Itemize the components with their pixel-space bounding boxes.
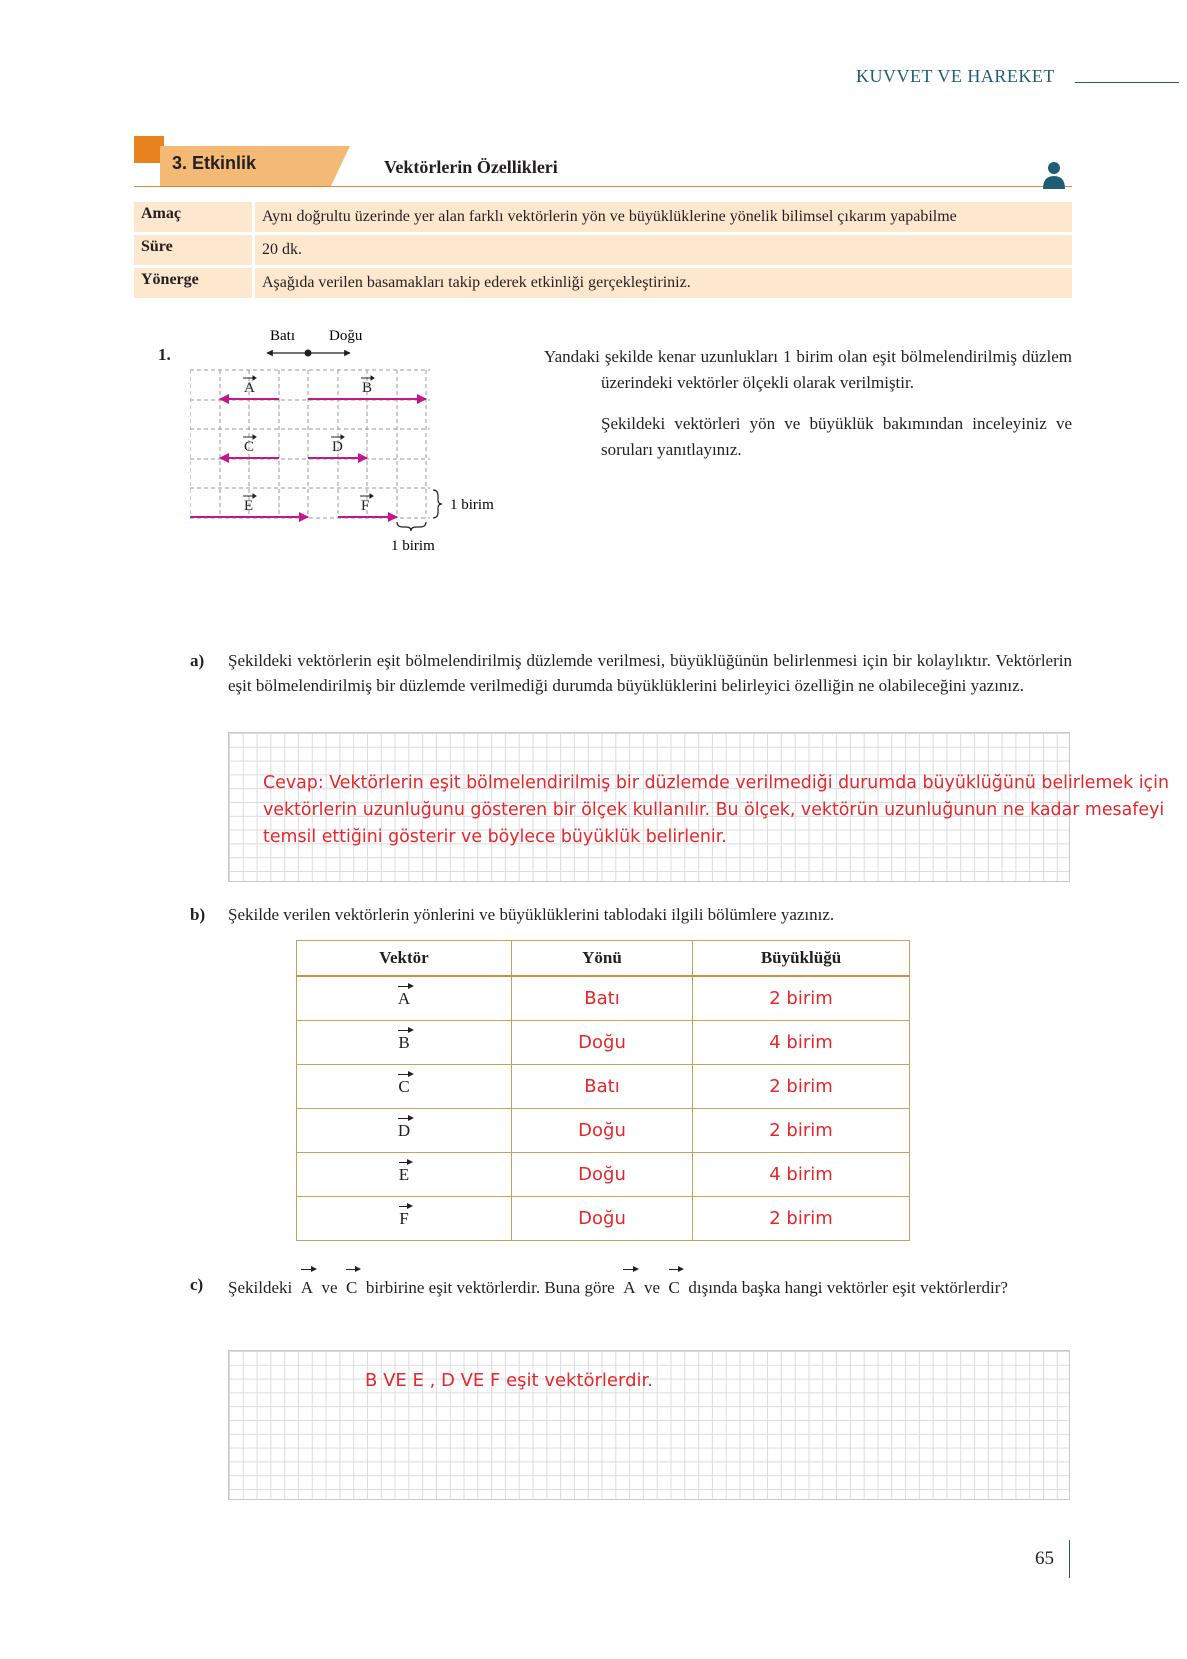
- direction-cell[interactable]: Doğu: [512, 1197, 693, 1241]
- question-intro: [544, 344, 1072, 478]
- part-c: [190, 1272, 1072, 1304]
- unit-brace-vertical: [433, 490, 442, 518]
- part-c-text-segment: Şekildeki: [228, 1278, 293, 1297]
- vector-b-label: B: [362, 380, 373, 396]
- vector-symbol: A: [623, 1272, 635, 1304]
- magnitude-cell[interactable]: 2 birim: [693, 1065, 910, 1109]
- table-row: [297, 1021, 910, 1065]
- part-b-text: Şekilde verilen vektörlerin yönlerini ve büyüklüklerini tablodaki ilgili bölümlere yazınız.: [228, 905, 835, 924]
- table-row: [297, 1153, 910, 1197]
- direction-cell[interactable]: Doğu: [512, 1153, 693, 1197]
- info-value: Aynı doğrultu üzerinde yer alan farklı vektörlerin yön ve büyüklüklerine yönelik bilimsel çıkarım yapabilme: [255, 202, 1072, 232]
- table-row: [297, 1065, 910, 1109]
- vector-a-label: A: [244, 380, 255, 396]
- activity-accent-square: [134, 136, 164, 163]
- table-row: [297, 1197, 910, 1241]
- magnitude-cell[interactable]: 4 birim: [693, 1021, 910, 1065]
- vector-symbol: C: [398, 1076, 410, 1096]
- info-value: Aşağıda verilen basamakları takip ederek etkinliği gerçekleştiriniz.: [255, 268, 1072, 298]
- question-number: 1.: [158, 345, 171, 364]
- direction-cell[interactable]: Batı: [512, 1065, 693, 1109]
- west-label: Batı: [270, 330, 295, 344]
- vector-symbol: A: [301, 1272, 313, 1304]
- unit-label-bottom: 1 birim: [391, 538, 435, 554]
- individual-activity-icon: [1042, 161, 1066, 189]
- table-row: [297, 1109, 910, 1153]
- part-a-label: a): [190, 651, 205, 670]
- vector-symbol: D: [397, 1120, 411, 1140]
- header-vector: Vektör: [297, 941, 512, 977]
- direction-cell[interactable]: Batı: [512, 976, 693, 1021]
- page-number: 65: [1035, 1548, 1054, 1569]
- header-magnitude: Büyüklüğü: [693, 941, 910, 977]
- part-c-text-segment: birbirine eşit vektörlerdir. Buna göre: [365, 1278, 615, 1297]
- part-c-label: c): [190, 1275, 204, 1294]
- info-value: 20 dk.: [255, 235, 1072, 265]
- chapter-title: KUVVET VE HAREKET: [856, 66, 1055, 86]
- part-b: [190, 902, 1072, 927]
- magnitude-cell[interactable]: 2 birim: [693, 976, 910, 1021]
- table-header-row: [297, 941, 910, 977]
- vector-symbol: A: [397, 988, 411, 1008]
- direction-cell[interactable]: Doğu: [512, 1109, 693, 1153]
- vector-f-label: F: [361, 498, 370, 514]
- intro-paragraph: Yandaki şekilde kenar uzunlukları 1 birim olan eşit bölmelendirilmiş düzlem üzerindeki vektörler ölçekli olarak verilmiştir.: [544, 347, 1072, 392]
- activity-title: Vektörlerin Özellikleri: [384, 157, 558, 177]
- info-row-aim: [134, 202, 1072, 232]
- answer-a-text: Cevap: Vektörlerin eşit bölmelendirilmiş bir düzlemde verilmediği durumda büyüklüğünü belirlemek için vektörlerin uzunluğunu gösteren bir ölçek kullanılır. Bu ölçek, vektörün uzunluğunun ne kadar mesafeyi temsil ettiğini gösterir ve böylece büyüklük belirlenir.: [263, 773, 1169, 847]
- unit-label-right: 1 birim: [450, 497, 494, 513]
- vector-c-label: C: [244, 439, 255, 455]
- part-c-text-segment: dışında başka hangi vektörler eşit vektörlerdir?: [688, 1278, 1008, 1297]
- grid-lines: [190, 370, 430, 518]
- part-c-text: [228, 1272, 1072, 1304]
- table-row: [297, 976, 910, 1021]
- info-key: Yönerge: [134, 268, 252, 298]
- direction-cell[interactable]: Doğu: [512, 1021, 693, 1065]
- magnitude-cell[interactable]: 4 birim: [693, 1153, 910, 1197]
- vector-d-label: D: [332, 439, 343, 455]
- vector-grid-figure: [190, 330, 535, 582]
- magnitude-cell[interactable]: 2 birim: [693, 1197, 910, 1241]
- compass-origin: [305, 350, 312, 357]
- info-row-instruction: [134, 268, 1072, 298]
- info-row-duration: [134, 235, 1072, 265]
- vector-e-label: E: [244, 498, 254, 514]
- part-c-text-segment: ve: [321, 1278, 338, 1297]
- page-number-rule: [1069, 1540, 1070, 1578]
- vector-symbol: F: [399, 1208, 409, 1228]
- activity-info-table: [134, 202, 1072, 301]
- vector-symbol: E: [398, 1164, 410, 1184]
- magnitude-cell[interactable]: 2 birim: [693, 1109, 910, 1153]
- part-a-text: Şekildeki vektörlerin eşit bölmelendirilmiş düzlemde verilmesi, büyüklüğünün belirlenmesi için bir kolaylıktır. Vektörlerin eşit bölmelendirilmiş bir düzlemde verilmediği durumda büyüklüklerini belirleyici özelliğin ne olabileceğini yazınız.: [228, 651, 1072, 695]
- unit-brace-horizontal: [397, 522, 426, 531]
- vector-symbol: B: [398, 1032, 410, 1052]
- info-key: Süre: [134, 235, 252, 265]
- header-rule: [1075, 82, 1179, 83]
- east-label: Doğu: [329, 330, 363, 344]
- vector-symbol: C: [669, 1272, 680, 1304]
- header-direction: Yönü: [512, 941, 693, 977]
- answer-c-text: B VE E , D VE F eşit vektörlerdir.: [365, 1370, 653, 1391]
- part-b-label: b): [190, 905, 206, 924]
- part-c-text-segment: ve: [643, 1278, 661, 1297]
- activity-rule: [134, 186, 1072, 187]
- vector-table: [296, 940, 910, 1241]
- info-key: Amaç: [134, 202, 252, 232]
- vector-symbol: C: [346, 1272, 357, 1304]
- intro-paragraph: Şekildeki vektörleri yön ve büyüklük bakımından inceleyiniz ve soruları yanıtlayınız.: [601, 414, 1072, 459]
- part-a: [190, 648, 1072, 698]
- activity-label: 3. Etkinlik: [172, 153, 257, 173]
